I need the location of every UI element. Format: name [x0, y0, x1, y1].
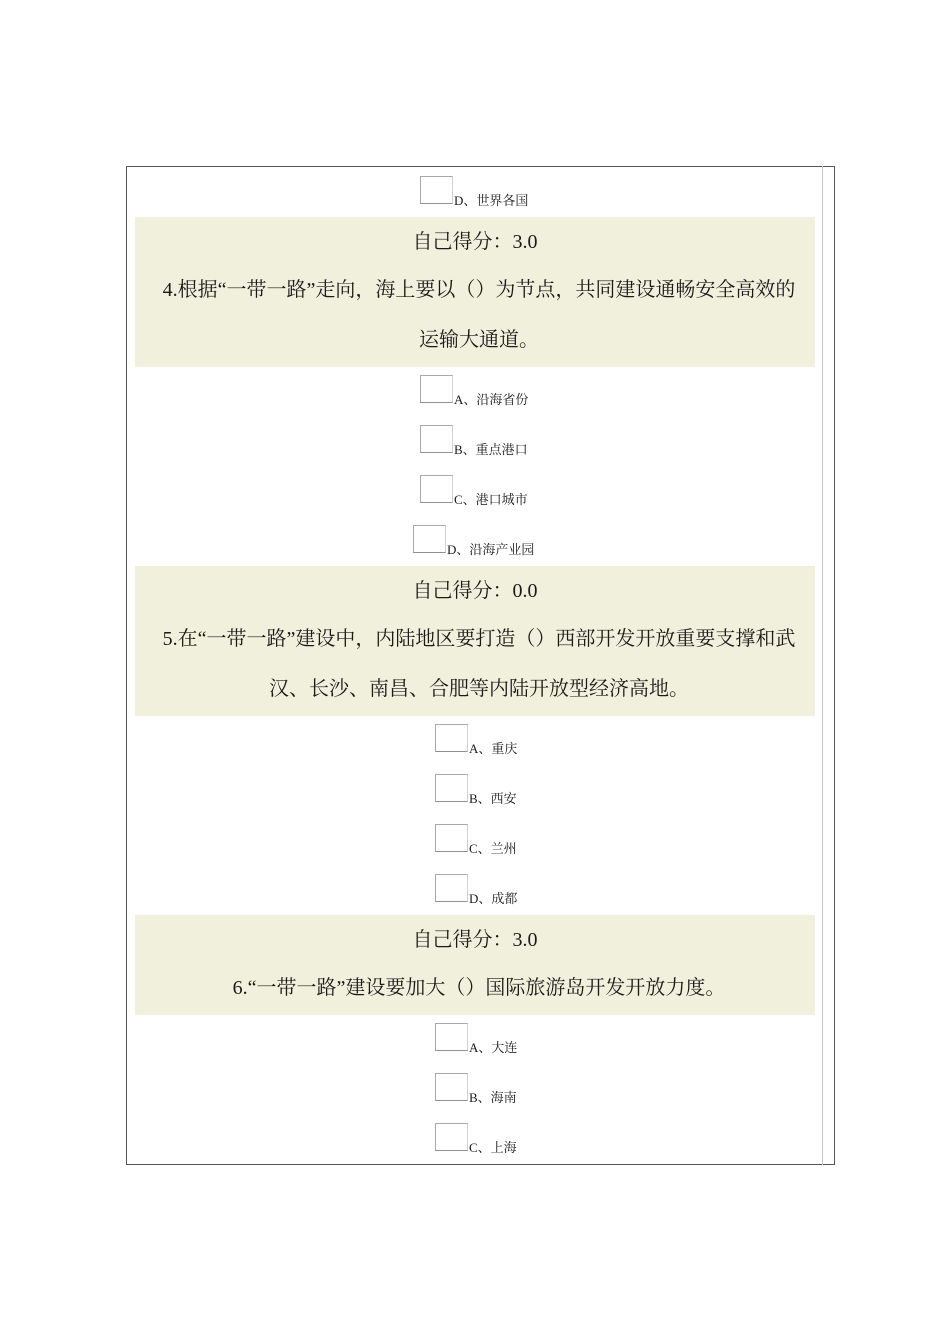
question-line: 运输大通道。: [419, 329, 539, 351]
option-label: C、兰州: [469, 841, 517, 856]
checkbox[interactable]: [420, 475, 453, 503]
option-label: A、重庆: [469, 741, 518, 756]
checkbox[interactable]: [435, 824, 468, 852]
option-label: D、世界各国: [454, 193, 529, 208]
checkbox[interactable]: [420, 176, 453, 204]
question-6-block: [135, 915, 815, 1015]
option-label: B、西安: [469, 791, 517, 806]
question-text: [143, 265, 815, 365]
question-line: 汉、长沙、南昌、合肥等内陆开放型经济高地。: [269, 678, 689, 700]
checkbox[interactable]: [420, 425, 453, 453]
option-label: C、上海: [469, 1140, 517, 1155]
option-label: D、沿海产业园: [447, 542, 535, 557]
checkbox[interactable]: [435, 774, 468, 802]
question-5-block: [135, 566, 815, 716]
checkbox[interactable]: [435, 1023, 468, 1051]
checkbox[interactable]: [413, 525, 446, 553]
option-label: B、海南: [469, 1090, 517, 1105]
checkbox[interactable]: [435, 724, 468, 752]
question-text: [143, 963, 815, 1013]
option-label: C、港口城市: [454, 492, 528, 507]
score-text: 自己得分：0.0: [412, 580, 538, 602]
option-label: A、沿海省份: [454, 392, 529, 407]
question-text: [143, 614, 815, 714]
frame-scrollbar-line: [822, 166, 823, 1165]
checkbox[interactable]: [435, 1073, 468, 1101]
score-text: 自己得分：3.0: [412, 231, 538, 253]
checkbox[interactable]: [435, 1123, 468, 1151]
option-label: B、重点港口: [454, 442, 528, 457]
option-label: A、大连: [469, 1040, 518, 1055]
question-4-block: [135, 217, 815, 367]
question-line: 5.在“一带一路”建设中，内陆地区要打造（）西部开发开放重要支撑和武: [162, 628, 796, 650]
checkbox[interactable]: [420, 375, 453, 403]
score-text: 自己得分：3.0: [412, 929, 538, 951]
question-line: 4.根据“一带一路”走向，海上要以（）为节点，共同建设通畅安全高效的: [162, 279, 796, 301]
question-line: 6.“一带一路”建设要加大（）国际旅游岛开发开放力度。: [232, 977, 726, 999]
option-label: D、成都: [469, 891, 518, 906]
checkbox[interactable]: [435, 874, 468, 902]
